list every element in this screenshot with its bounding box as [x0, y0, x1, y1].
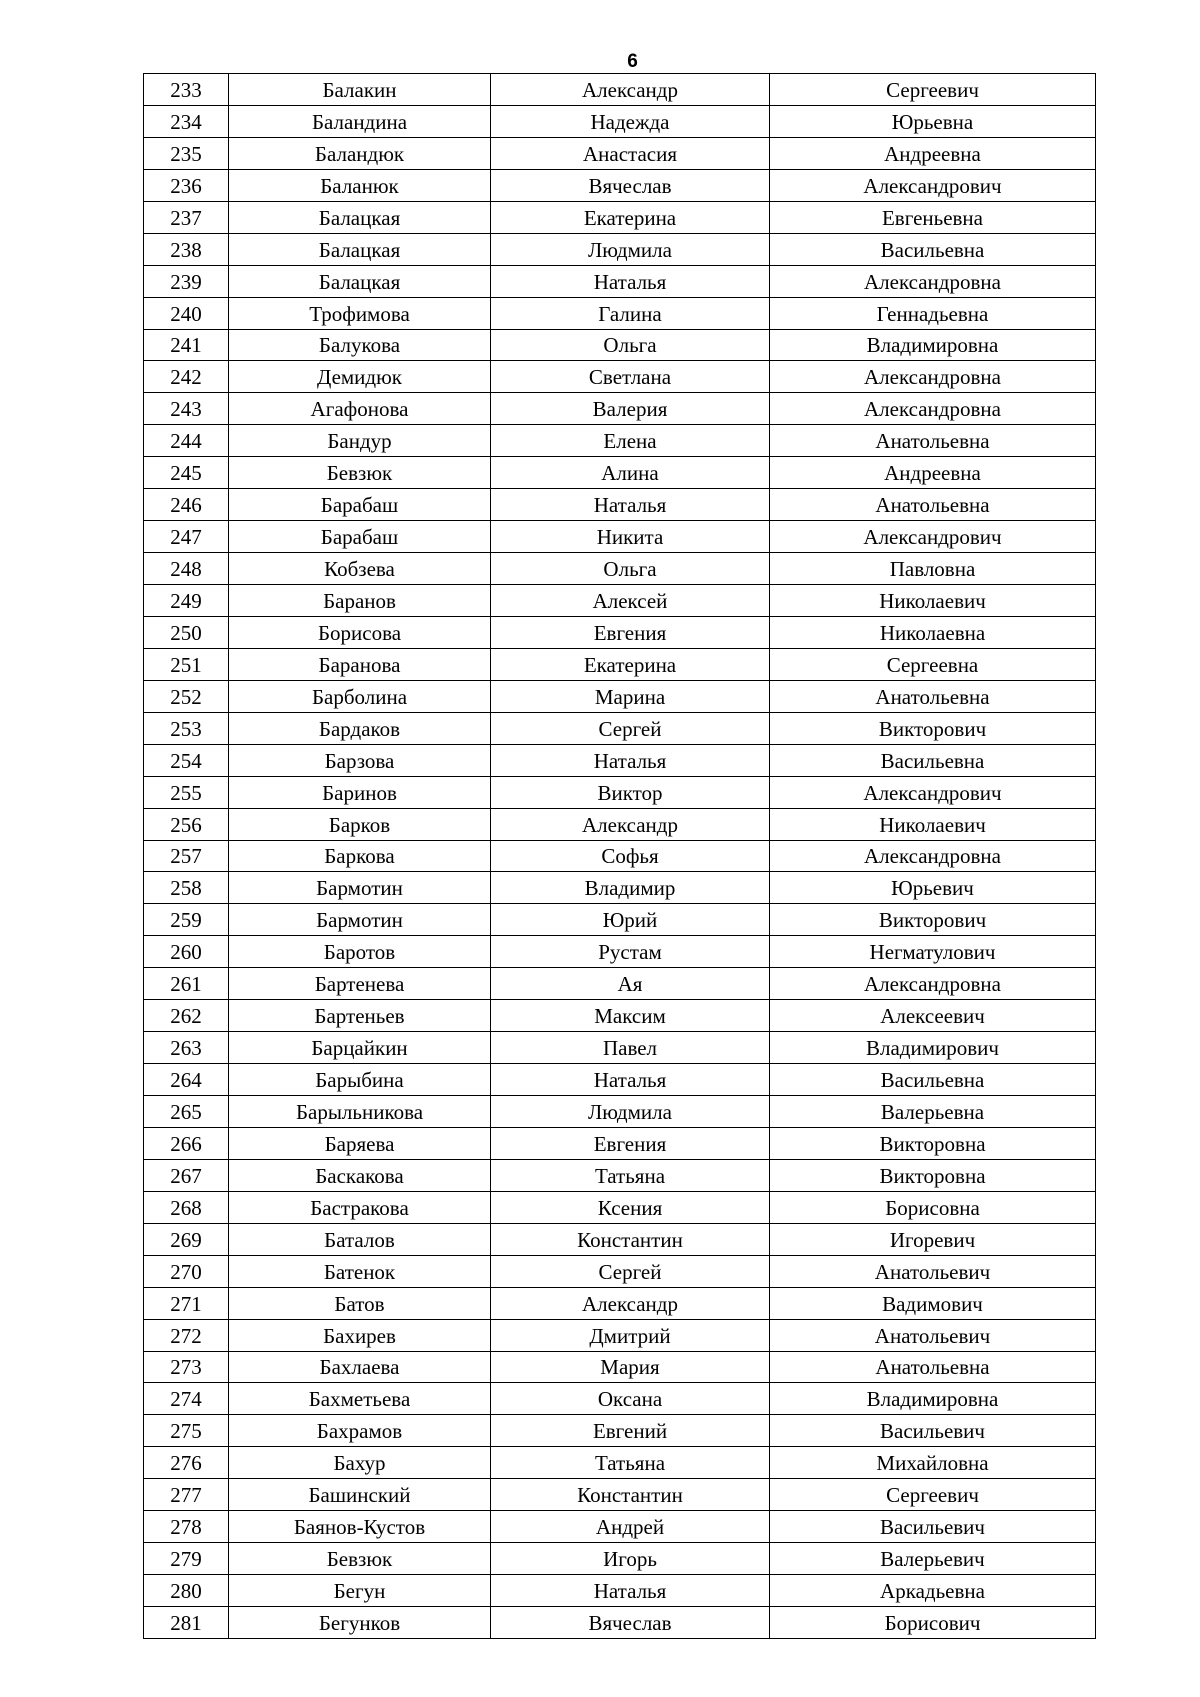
table-row: [144, 425, 1096, 457]
first-name-cell: Константин: [491, 1223, 770, 1255]
table-row: [144, 585, 1096, 617]
last-name-cell: Баротов: [229, 936, 491, 968]
table-row: [144, 393, 1096, 425]
patronymic-cell: Викторовна: [770, 1127, 1096, 1159]
first-name-cell: Виктор: [491, 776, 770, 808]
first-name-cell: Анастасия: [491, 137, 770, 169]
first-name-cell: Сергей: [491, 1255, 770, 1287]
row-number-cell: 234: [144, 105, 229, 137]
first-name-cell: Андрей: [491, 1511, 770, 1543]
patronymic-cell: Вадимович: [770, 1287, 1096, 1319]
table-row: [144, 329, 1096, 361]
table-row: [144, 1479, 1096, 1511]
patronymic-cell: Николаевна: [770, 616, 1096, 648]
row-number-cell: 270: [144, 1255, 229, 1287]
patronymic-cell: Негматулович: [770, 936, 1096, 968]
table-row: [144, 840, 1096, 872]
last-name-cell: Бахрамов: [229, 1415, 491, 1447]
last-name-cell: Баянов-Кустов: [229, 1511, 491, 1543]
row-number-cell: 259: [144, 904, 229, 936]
table-row: [144, 137, 1096, 169]
first-name-cell: Людмила: [491, 233, 770, 265]
row-number-cell: 266: [144, 1127, 229, 1159]
table-row: [144, 1191, 1096, 1223]
patronymic-cell: Павловна: [770, 553, 1096, 585]
last-name-cell: Бармотин: [229, 872, 491, 904]
row-number-cell: 238: [144, 233, 229, 265]
patronymic-cell: Николаевич: [770, 808, 1096, 840]
row-number-cell: 250: [144, 616, 229, 648]
patronymic-cell: Юрьевич: [770, 872, 1096, 904]
patronymic-cell: Анатольевич: [770, 1319, 1096, 1351]
table-row: [144, 808, 1096, 840]
table-row: [144, 872, 1096, 904]
row-number-cell: 277: [144, 1479, 229, 1511]
patronymic-cell: Борисович: [770, 1607, 1096, 1639]
first-name-cell: Надежда: [491, 105, 770, 137]
table-row: [144, 776, 1096, 808]
patronymic-cell: Андреевна: [770, 457, 1096, 489]
last-name-cell: Бахирев: [229, 1319, 491, 1351]
last-name-cell: Баркова: [229, 840, 491, 872]
table-row: [144, 680, 1096, 712]
first-name-cell: Ольга: [491, 553, 770, 585]
table-row: [144, 1159, 1096, 1191]
last-name-cell: Бахур: [229, 1447, 491, 1479]
last-name-cell: Бахметьева: [229, 1383, 491, 1415]
row-number-cell: 235: [144, 137, 229, 169]
patronymic-cell: Владимировна: [770, 329, 1096, 361]
row-number-cell: 243: [144, 393, 229, 425]
first-name-cell: Наталья: [491, 1575, 770, 1607]
patronymic-cell: Васильевич: [770, 1415, 1096, 1447]
table-row: [144, 1127, 1096, 1159]
row-number-cell: 247: [144, 521, 229, 553]
last-name-cell: Борисова: [229, 616, 491, 648]
last-name-cell: Барыльникова: [229, 1096, 491, 1128]
row-number-cell: 267: [144, 1159, 229, 1191]
patronymic-cell: Александрович: [770, 169, 1096, 201]
patronymic-cell: Борисовна: [770, 1191, 1096, 1223]
table-row: [144, 1255, 1096, 1287]
row-number-cell: 280: [144, 1575, 229, 1607]
table-row: [144, 712, 1096, 744]
table-row: [144, 1223, 1096, 1255]
first-name-cell: Александр: [491, 1287, 770, 1319]
table-row: [144, 201, 1096, 233]
row-number-cell: 278: [144, 1511, 229, 1543]
last-name-cell: Бандур: [229, 425, 491, 457]
row-number-cell: 257: [144, 840, 229, 872]
row-number-cell: 279: [144, 1543, 229, 1575]
last-name-cell: Бардаков: [229, 712, 491, 744]
last-name-cell: Бевзюк: [229, 1543, 491, 1575]
last-name-cell: Барабаш: [229, 489, 491, 521]
first-name-cell: Екатерина: [491, 648, 770, 680]
last-name-cell: Балацкая: [229, 265, 491, 297]
row-number-cell: 248: [144, 553, 229, 585]
patronymic-cell: Анатольевна: [770, 425, 1096, 457]
first-name-cell: Алина: [491, 457, 770, 489]
row-number-cell: 239: [144, 265, 229, 297]
patronymic-cell: Игоревич: [770, 1223, 1096, 1255]
first-name-cell: Юрий: [491, 904, 770, 936]
first-name-cell: Дмитрий: [491, 1319, 770, 1351]
last-name-cell: Баранова: [229, 648, 491, 680]
row-number-cell: 258: [144, 872, 229, 904]
first-name-cell: Мария: [491, 1351, 770, 1383]
table-row: [144, 936, 1096, 968]
row-number-cell: 254: [144, 744, 229, 776]
last-name-cell: Батенок: [229, 1255, 491, 1287]
patronymic-cell: Васильевна: [770, 233, 1096, 265]
patronymic-cell: Владимировна: [770, 1383, 1096, 1415]
last-name-cell: Балацкая: [229, 233, 491, 265]
row-number-cell: 242: [144, 361, 229, 393]
row-number-cell: 244: [144, 425, 229, 457]
patronymic-cell: Александровна: [770, 393, 1096, 425]
names-table-body: [144, 74, 1096, 1639]
patronymic-cell: Александрович: [770, 776, 1096, 808]
first-name-cell: Софья: [491, 840, 770, 872]
table-row: [144, 904, 1096, 936]
row-number-cell: 271: [144, 1287, 229, 1319]
row-number-cell: 253: [144, 712, 229, 744]
last-name-cell: Баталов: [229, 1223, 491, 1255]
row-number-cell: 240: [144, 297, 229, 329]
last-name-cell: Баранов: [229, 585, 491, 617]
first-name-cell: Александр: [491, 74, 770, 106]
table-row: [144, 1511, 1096, 1543]
first-name-cell: Александр: [491, 808, 770, 840]
first-name-cell: Ксения: [491, 1191, 770, 1223]
first-name-cell: Евгений: [491, 1415, 770, 1447]
row-number-cell: 269: [144, 1223, 229, 1255]
last-name-cell: Трофимова: [229, 297, 491, 329]
row-number-cell: 263: [144, 1032, 229, 1064]
last-name-cell: Батов: [229, 1287, 491, 1319]
patronymic-cell: Валерьевна: [770, 1096, 1096, 1128]
table-row: [144, 1415, 1096, 1447]
table-row: [144, 105, 1096, 137]
last-name-cell: Барцайкин: [229, 1032, 491, 1064]
patronymic-cell: Викторович: [770, 904, 1096, 936]
row-number-cell: 274: [144, 1383, 229, 1415]
patronymic-cell: Викторович: [770, 712, 1096, 744]
last-name-cell: Балацкая: [229, 201, 491, 233]
first-name-cell: Никита: [491, 521, 770, 553]
last-name-cell: Баландюк: [229, 137, 491, 169]
first-name-cell: Евгения: [491, 1127, 770, 1159]
row-number-cell: 265: [144, 1096, 229, 1128]
row-number-cell: 275: [144, 1415, 229, 1447]
patronymic-cell: Алексеевич: [770, 1000, 1096, 1032]
first-name-cell: Марина: [491, 680, 770, 712]
patronymic-cell: Аркадьевна: [770, 1575, 1096, 1607]
table-row: [144, 297, 1096, 329]
first-name-cell: Рустам: [491, 936, 770, 968]
table-row: [144, 553, 1096, 585]
row-number-cell: 237: [144, 201, 229, 233]
table-row: [144, 1575, 1096, 1607]
table-row: [144, 457, 1096, 489]
last-name-cell: Бегунков: [229, 1607, 491, 1639]
first-name-cell: Владимир: [491, 872, 770, 904]
table-row: [144, 1000, 1096, 1032]
first-name-cell: Татьяна: [491, 1159, 770, 1191]
last-name-cell: Бегун: [229, 1575, 491, 1607]
table-row: [144, 169, 1096, 201]
table-row: [144, 521, 1096, 553]
row-number-cell: 249: [144, 585, 229, 617]
last-name-cell: Баряева: [229, 1127, 491, 1159]
patronymic-cell: Сергеевич: [770, 1479, 1096, 1511]
row-number-cell: 241: [144, 329, 229, 361]
last-name-cell: Баланюк: [229, 169, 491, 201]
last-name-cell: Барабаш: [229, 521, 491, 553]
patronymic-cell: Александровна: [770, 968, 1096, 1000]
patronymic-cell: Васильевна: [770, 744, 1096, 776]
table-row: [144, 1383, 1096, 1415]
last-name-cell: Барыбина: [229, 1064, 491, 1096]
first-name-cell: Наталья: [491, 1064, 770, 1096]
names-table: [143, 73, 1096, 1639]
table-row: [144, 489, 1096, 521]
first-name-cell: Ольга: [491, 329, 770, 361]
last-name-cell: Баскакова: [229, 1159, 491, 1191]
row-number-cell: 246: [144, 489, 229, 521]
last-name-cell: Кобзева: [229, 553, 491, 585]
first-name-cell: Валерия: [491, 393, 770, 425]
first-name-cell: Оксана: [491, 1383, 770, 1415]
first-name-cell: Алексей: [491, 585, 770, 617]
table-row: [144, 1096, 1096, 1128]
last-name-cell: Демидюк: [229, 361, 491, 393]
patronymic-cell: Анатольевна: [770, 1351, 1096, 1383]
last-name-cell: Балакин: [229, 74, 491, 106]
last-name-cell: Барзова: [229, 744, 491, 776]
last-name-cell: Бастракова: [229, 1191, 491, 1223]
row-number-cell: 251: [144, 648, 229, 680]
last-name-cell: Агафонова: [229, 393, 491, 425]
last-name-cell: Баринов: [229, 776, 491, 808]
patronymic-cell: Анатольевич: [770, 1255, 1096, 1287]
patronymic-cell: Анатольевна: [770, 680, 1096, 712]
patronymic-cell: Александрович: [770, 521, 1096, 553]
first-name-cell: Елена: [491, 425, 770, 457]
table-row: [144, 1064, 1096, 1096]
table-row: [144, 1032, 1096, 1064]
row-number-cell: 272: [144, 1319, 229, 1351]
last-name-cell: Барболина: [229, 680, 491, 712]
table-row: [144, 1607, 1096, 1639]
last-name-cell: Башинский: [229, 1479, 491, 1511]
row-number-cell: 245: [144, 457, 229, 489]
row-number-cell: 261: [144, 968, 229, 1000]
patronymic-cell: Геннадьевна: [770, 297, 1096, 329]
patronymic-cell: Юрьевна: [770, 105, 1096, 137]
row-number-cell: 281: [144, 1607, 229, 1639]
patronymic-cell: Николаевич: [770, 585, 1096, 617]
last-name-cell: Бевзюк: [229, 457, 491, 489]
table-row: [144, 233, 1096, 265]
patronymic-cell: Михайловна: [770, 1447, 1096, 1479]
row-number-cell: 273: [144, 1351, 229, 1383]
first-name-cell: Людмила: [491, 1096, 770, 1128]
patronymic-cell: Викторовна: [770, 1159, 1096, 1191]
first-name-cell: Светлана: [491, 361, 770, 393]
patronymic-cell: Владимирович: [770, 1032, 1096, 1064]
row-number-cell: 264: [144, 1064, 229, 1096]
row-number-cell: 260: [144, 936, 229, 968]
row-number-cell: 262: [144, 1000, 229, 1032]
table-row: [144, 1543, 1096, 1575]
first-name-cell: Наталья: [491, 489, 770, 521]
table-row: [144, 265, 1096, 297]
last-name-cell: Бахлаева: [229, 1351, 491, 1383]
patronymic-cell: Андреевна: [770, 137, 1096, 169]
table-row: [144, 1351, 1096, 1383]
first-name-cell: Павел: [491, 1032, 770, 1064]
patronymic-cell: Евгеньевна: [770, 201, 1096, 233]
last-name-cell: Балукова: [229, 329, 491, 361]
first-name-cell: Вячеслав: [491, 169, 770, 201]
row-number-cell: 252: [144, 680, 229, 712]
first-name-cell: Максим: [491, 1000, 770, 1032]
table-row: [144, 1319, 1096, 1351]
patronymic-cell: Александровна: [770, 265, 1096, 297]
row-number-cell: 233: [144, 74, 229, 106]
table-row: [144, 616, 1096, 648]
row-number-cell: 255: [144, 776, 229, 808]
last-name-cell: Бартенева: [229, 968, 491, 1000]
first-name-cell: Наталья: [491, 744, 770, 776]
last-name-cell: Бартеньев: [229, 1000, 491, 1032]
table-row: [144, 1447, 1096, 1479]
patronymic-cell: Валерьевич: [770, 1543, 1096, 1575]
patronymic-cell: Васильевна: [770, 1064, 1096, 1096]
patronymic-cell: Александровна: [770, 840, 1096, 872]
patronymic-cell: Анатольевна: [770, 489, 1096, 521]
patronymic-cell: Александровна: [770, 361, 1096, 393]
last-name-cell: Баландина: [229, 105, 491, 137]
row-number-cell: 276: [144, 1447, 229, 1479]
page-number: 6: [627, 51, 638, 72]
table-row: [144, 74, 1096, 106]
last-name-cell: Барков: [229, 808, 491, 840]
first-name-cell: Татьяна: [491, 1447, 770, 1479]
table-row: [144, 968, 1096, 1000]
row-number-cell: 268: [144, 1191, 229, 1223]
first-name-cell: Вячеслав: [491, 1607, 770, 1639]
first-name-cell: Галина: [491, 297, 770, 329]
patronymic-cell: Сергеевна: [770, 648, 1096, 680]
first-name-cell: Евгения: [491, 616, 770, 648]
patronymic-cell: Сергеевич: [770, 74, 1096, 106]
first-name-cell: Сергей: [491, 712, 770, 744]
table-row: [144, 648, 1096, 680]
table-row: [144, 361, 1096, 393]
first-name-cell: Константин: [491, 1479, 770, 1511]
table-row: [144, 1287, 1096, 1319]
last-name-cell: Бармотин: [229, 904, 491, 936]
first-name-cell: Наталья: [491, 265, 770, 297]
first-name-cell: Ая: [491, 968, 770, 1000]
first-name-cell: Игорь: [491, 1543, 770, 1575]
row-number-cell: 236: [144, 169, 229, 201]
patronymic-cell: Васильевич: [770, 1511, 1096, 1543]
row-number-cell: 256: [144, 808, 229, 840]
table-row: [144, 744, 1096, 776]
first-name-cell: Екатерина: [491, 201, 770, 233]
